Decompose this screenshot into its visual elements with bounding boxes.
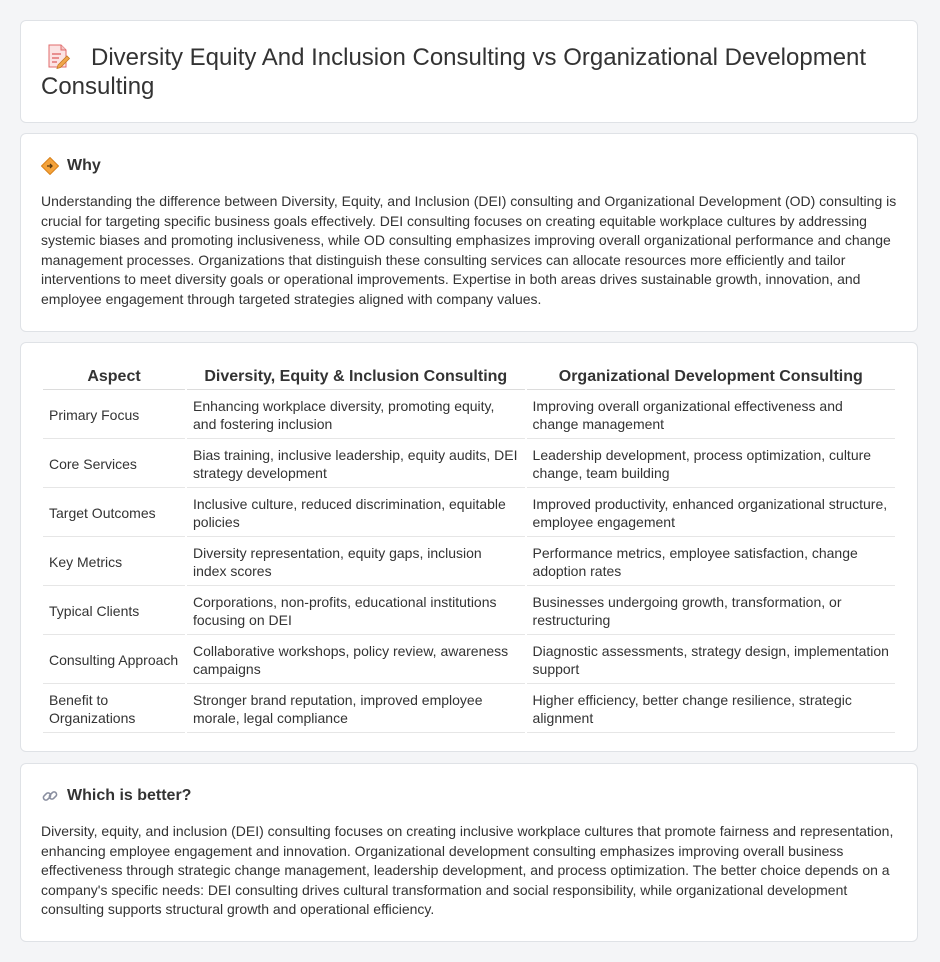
better-heading: Which is better?	[67, 787, 192, 804]
page-title	[41, 43, 897, 101]
row-od: Businesses undergoing growth, transformation, or restructuring	[527, 586, 895, 635]
row-od: Performance metrics, employee satisfaction, change adoption rates	[527, 537, 895, 586]
document-pencil-icon	[45, 43, 71, 69]
row-aspect: Primary Focus	[43, 390, 185, 439]
table-row	[43, 439, 895, 488]
table-row	[43, 390, 895, 439]
why-heading-row	[41, 156, 897, 176]
row-od: Diagnostic assessments, strategy design, implementation support	[527, 635, 895, 684]
table-row	[43, 537, 895, 586]
row-od: Leadership development, process optimization, culture change, team building	[527, 439, 895, 488]
header-od: Organizational Development Consulting	[527, 361, 895, 390]
diamond-sign-icon	[41, 157, 59, 175]
header-dei: Diversity, Equity & Inclusion Consulting	[187, 361, 525, 390]
why-heading: Why	[67, 157, 101, 174]
row-aspect: Benefit to Organizations	[43, 684, 185, 733]
link-icon	[41, 787, 59, 805]
table-row	[43, 684, 895, 733]
row-aspect: Typical Clients	[43, 586, 185, 635]
row-aspect: Core Services	[43, 439, 185, 488]
table-header-row	[43, 361, 895, 390]
header-aspect: Aspect	[43, 361, 185, 390]
row-dei: Corporations, non-profits, educational institutions focusing on DEI	[187, 586, 525, 635]
row-dei: Enhancing workplace diversity, promoting equity, and fostering inclusion	[187, 390, 525, 439]
row-aspect: Key Metrics	[43, 537, 185, 586]
row-od: Improving overall organizational effectiveness and change management	[527, 390, 895, 439]
which-is-better-section	[20, 763, 918, 942]
table-row	[43, 488, 895, 537]
table-row	[43, 586, 895, 635]
comparison-table	[41, 361, 897, 733]
why-text: Understanding the difference between Diversity, Equity, and Inclusion (DEI) consulting and Organizational Development (OD) consulting is crucial for targeting specific business goals effectively. DEI consulting focuses on creating equitable workplace cultures by addressing systemic biases and promoting inclusiveness, while OD consulting emphasizes improving overall organizational performance and change management processes. Organizations that distinguish these consulting services can allocate resources more efficiently and tailor interventions to meet diversity goals or operational improvements. Expertise in both areas drives sustainable growth, innovation, and employee engagement through targeted strategies aligned with company values.	[41, 193, 897, 307]
title-card	[20, 20, 918, 123]
row-od: Higher efficiency, better change resilience, strategic alignment	[527, 684, 895, 733]
row-dei: Collaborative workshops, policy review, awareness campaigns	[187, 635, 525, 684]
row-aspect: Consulting Approach	[43, 635, 185, 684]
row-od: Improved productivity, enhanced organizational structure, employee engagement	[527, 488, 895, 537]
better-text: Diversity, equity, and inclusion (DEI) consulting focuses on creating inclusive workplace cultures that promote fairness and representation, enhancing employee engagement and innovation. Organizational development consulting emphasizes improving overall business effectiveness through strategic change management, leadership development, and process optimization. The better choice depends on a company's specific needs: DEI consulting drives cultural transformation and social responsibility, while organizational development consulting supports structural growth and operational efficiency.	[41, 823, 894, 917]
row-dei: Stronger brand reputation, improved employee morale, legal compliance	[187, 684, 525, 733]
better-heading-row	[41, 786, 897, 806]
row-dei: Inclusive culture, reduced discrimination, equitable policies	[187, 488, 525, 537]
row-dei: Diversity representation, equity gaps, inclusion index scores	[187, 537, 525, 586]
page-title-text: Diversity Equity And Inclusion Consulting vs Organizational Development Consulting	[41, 44, 867, 100]
why-section	[20, 133, 918, 332]
row-dei: Bias training, inclusive leadership, equity audits, DEI strategy development	[187, 439, 525, 488]
comparison-table-card	[20, 342, 918, 752]
table-row	[43, 635, 895, 684]
row-aspect: Target Outcomes	[43, 488, 185, 537]
